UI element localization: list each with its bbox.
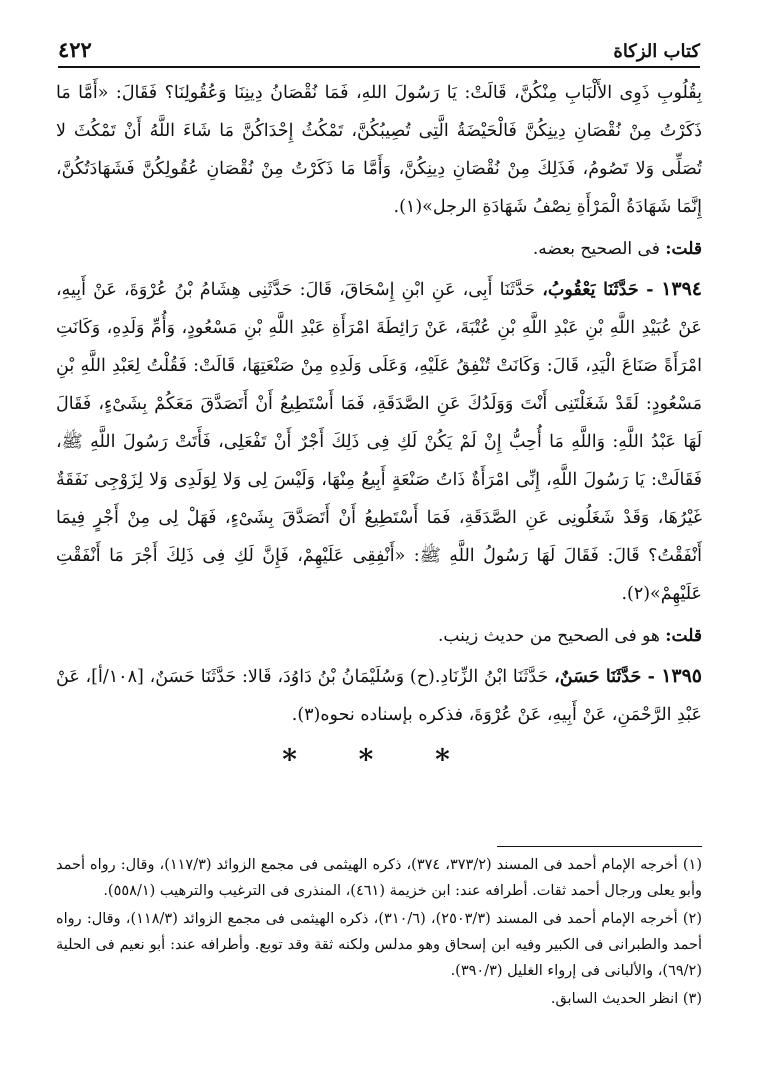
hadith-lead: - حَدَّثَنَا حَسَنٌ، — [554, 667, 662, 687]
hadith-lead: - حَدَّثَنَا يَعْقُوبُ، — [542, 280, 662, 300]
footnotes — [56, 852, 702, 1014]
editor-note-1 — [56, 234, 702, 264]
hadith-number: ١٣٩٤ — [661, 278, 703, 300]
hadith-1395 — [56, 657, 702, 734]
book-title: كتاب الزكاة — [613, 41, 700, 62]
footnote-separator — [497, 846, 702, 847]
footnote-3: (٣) انظر الحديث السابق. — [550, 991, 702, 1007]
hadith-text: حَدَّثَنَا أَبِى، عَنِ ابْنِ إِسْحَاقَ، قَالَ: حَدَّثَنِى هِشَامُ بْنُ عُرْوَةَ، عَنْ أَبِيهِ، عَنْ عُبَيْدِ اللَّهِ بْنِ عَبْدِ اللَّهِ بْنِ عُتْبَةَ، عَنْ رَائِطَةَ امْرَأَةِ عَبْدِ اللَّهِ بْنِ مَسْعُودٍ، وَأُمِّ وَلَدِهِ، وَكَانَتِ امْرَأَةً صَنَاعَ الْيَدِ، قَالَ: وَكَانَتْ تُنْفِقُ عَلَيْهِ، وَعَلَى وَلَدِهِ مِنْ صَنْعَتِهَا، قَالَتْ: فَقُلْتُ لِعَبْدِ اللَّهِ بْنِ مَسْعُودٍ: لَقَدْ شَغَلْتَنِى أَنْتَ وَوَلَدُكَ عَنِ الصَّدَقَةِ، فَمَا أَسْتَطِيعُ أَنْ أَتَصَدَّقَ مَعَكُمْ بِشَىْءٍ، فَقَالَ لَهَا عَبْدُ اللَّهِ: وَاللَّهِ مَا أُحِبُّ إِنْ لَمْ يَكُنْ لَكِ فِى ذَلِكَ أَجْرٌ أَنْ تَفْعَلِى، فَأَتَتْ رَسُولَ اللَّهِ ﷺ، فَقَالَتْ: يَا رَسُولَ اللَّهِ، إِنِّى امْرَأَةٌ ذَاتُ صَنْعَةٍ أَبِيعُ مِنْهَا، وَلَيْسَ لِى وَلا لِوَلَدِى وَلا لِزَوْجِى نَفَقَةٌ غَيْرُهَا، وَقَدْ شَغَلُونِى عَنِ الصَّدَقَةِ، فَمَا أَسْتَطِيعُ أَنْ أَتَصَدَّقَ بِشَىْءٍ، فَهَلْ لِى مِنْ أَجْرٍ فِيمَا أَنْفَقْتُ؟ قَالَ: فَقَالَ لَهَا رَسُولُ اللَّهِ ﷺ: «أَنْفِقِى عَلَيْهِمْ، فَإِنَّ لَكِ فِى ذَلِكَ أَجْرَ مَا أَنْفَقْتِ عَلَيْهِمْ»(٢). — [56, 280, 703, 604]
hadith-text: حَدَّثَنَا ابْنُ الزِّنَادِ.(ح) وَسُلَيْمَانُ بْنُ دَاوُدَ، قَالا: حَدَّثَنَا حَسَنٌ، [١٠٨/أ]، عَنْ عَبْدِ الرَّحْمَنِ، عَنْ أَبِيهِ، عَنْ عُرْوَةَ، فذكره بإسناده نحوه(٣). — [56, 667, 702, 725]
editor-note-label: قلت: — [665, 626, 702, 646]
page-number: ٤٢٢ — [58, 37, 92, 62]
footnote-2: (٢) أخرجه الإمام أحمد فى المسند (٢٥٠٣/٣)، (٣١٠/٦)، ذكره الهيثمى فى مجمع الزوائد (١١٨/٣)، وقال: رواه أحمد والطبرانى فى الكبير وفيه ابن إسحاق وهو مدلس ولكنه ثقة وقد توبع. وأطرافه عند: أبو نعيم فى الحلية (٦٩/٢)، والألبانى فى إرواء الغليل (٣٩٠/٣). — [56, 911, 703, 979]
editor-note-text: فى الصحيح بعضه. — [532, 239, 666, 259]
running-header — [58, 34, 700, 68]
hadith-1394 — [56, 270, 702, 613]
editor-note-2 — [56, 621, 702, 651]
main-text — [56, 74, 702, 780]
hadith-number: ١٣٩٥ — [661, 665, 703, 687]
editor-note-text: هو فى الصحيح من حديث زينب. — [438, 626, 666, 646]
hadith-continuation: بِقُلُوبِ ذَوِى الأَلْبَابِ مِنْكُنَّ، قَالَتْ: يَا رَسُولَ اللهِ، فَمَا نُقْصَانُ دِينِنَا وَعُقُولِنَا؟ فَقَالَ: «أَمَّا مَا ذَكَرْتُ مِنْ نُقْصَانِ دِينِكُنَّ فَالْحَيْضَةُ الَّتِى تُصِيبُكُنَّ، تَمْكُثُ إِحْدَاكُنَّ مَا شَاءَ اللَّهُ أَنْ تَمْكُثَ لا تُصَلِّى وَلا تَصُومُ، فَذَلِكَ مِنْ نُقْصَانِ دِينِكُنَّ، وَأَمَّا مَا ذَكَرْتُ مِنْ نُقْصَانِ عُقُولِكُنَّ فَشَهَادَتُكُنَّ، إِنَّمَا شَهَادَةُ الْمَرْأَةِ نِصْفُ شَهَادَةِ الرجل»(١). — [56, 83, 702, 217]
editor-note-label: قلت: — [665, 239, 702, 259]
section-divider-stars: * * * — [282, 743, 476, 776]
footnote-1: (١) أخرجه الإمام أحمد فى المسند (٣٧٣/٢، ٣٧٤)، ذكره الهيثمى فى مجمع الزوائد (١١٧/٣)، وقال: رواه أحمد وأبو يعلى ورجال أحمد ثقات. أطرافه عند: ابن خزيمة (٤٦١)، المنذرى فى الترغيب والترهيب (٥٥٨/١). — [56, 857, 702, 899]
